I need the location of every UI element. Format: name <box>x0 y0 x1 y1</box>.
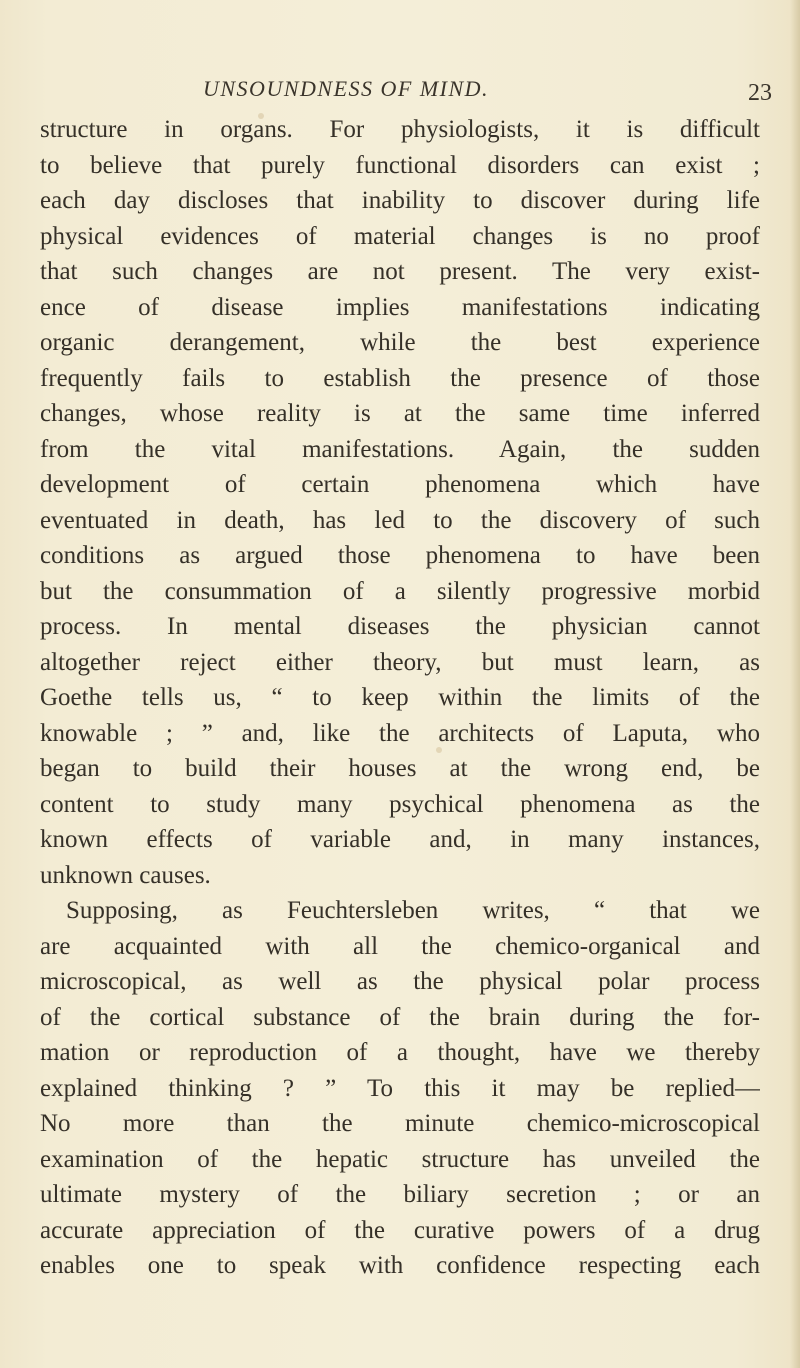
text-line: process. In mental diseases the physician cannot <box>40 613 760 640</box>
text-line: frequently fails to establish the presence of those <box>40 364 760 392</box>
text-line: Goethe tells us, “ to keep within the limits of the <box>40 684 760 711</box>
text-line: changes, whose reality is at the same time inferred <box>40 400 760 427</box>
text-line: began to build their houses at the wrong end, be <box>40 755 760 782</box>
text-line: conditions as argued those phenomena to have been <box>40 542 760 569</box>
text-line: structure in organs. For physiologists, it is difficult <box>40 116 760 143</box>
text-line: that such changes are not present. The very exist- <box>40 258 760 285</box>
text-line: content to study many psychical phenomena as the <box>40 790 760 818</box>
text-line: microscopical, as well as the physical polar process <box>40 968 760 995</box>
text-line: each day discloses that inability to discover during life <box>40 187 760 214</box>
text-line: ultimate mystery of the biliary secretion ; or an <box>40 1181 760 1208</box>
running-head: UNSOUNDNESS OF MIND. <box>203 76 490 101</box>
text-line: accurate appreciation of the curative powers of a drug <box>40 1216 760 1244</box>
body-text <box>40 112 760 1284</box>
text-line: ence of disease implies manifestations indicating <box>40 293 760 321</box>
text-line: from the vital manifestations. Again, the sudden <box>40 435 760 463</box>
text-line: knowable ; ” and, like the architects of Laputa, who <box>40 719 760 747</box>
text-line: No more than the minute chemico-microscopical <box>40 1110 760 1137</box>
text-line: explained thinking ? ” To this it may be replied— <box>40 1074 760 1102</box>
text-line: unknown causes. <box>40 861 211 889</box>
text-line: to believe that purely functional disorders can exist ; <box>40 151 760 179</box>
text-line: examination of the hepatic structure has unveiled the <box>40 1145 760 1173</box>
text-line: physical evidences of material changes is no proof <box>40 222 760 250</box>
text-line: known effects of variable and, in many instances, <box>40 826 760 853</box>
text-line: Supposing, as Feuchtersleben writes, “ that we <box>66 897 760 924</box>
text-line: altogether reject either theory, but must learn, as <box>40 648 760 676</box>
text-line: development of certain phenomena which have <box>40 471 760 498</box>
text-line: eventuated in death, has led to the discovery of such <box>40 506 760 534</box>
page-number: 23 <box>748 80 772 106</box>
page-edge-shadow <box>790 0 800 1368</box>
text-line: are acquainted with all the chemico-organical and <box>40 932 760 960</box>
text-line: of the cortical substance of the brain during the for- <box>40 1003 760 1031</box>
text-line: organic derangement, while the best experience <box>40 329 760 356</box>
text-line: enables one to speak with confidence respecting each <box>40 1252 760 1279</box>
text-line: but the consummation of a silently progressive morbid <box>40 577 760 605</box>
text-line: mation or reproduction of a thought, have we thereby <box>40 1039 760 1066</box>
